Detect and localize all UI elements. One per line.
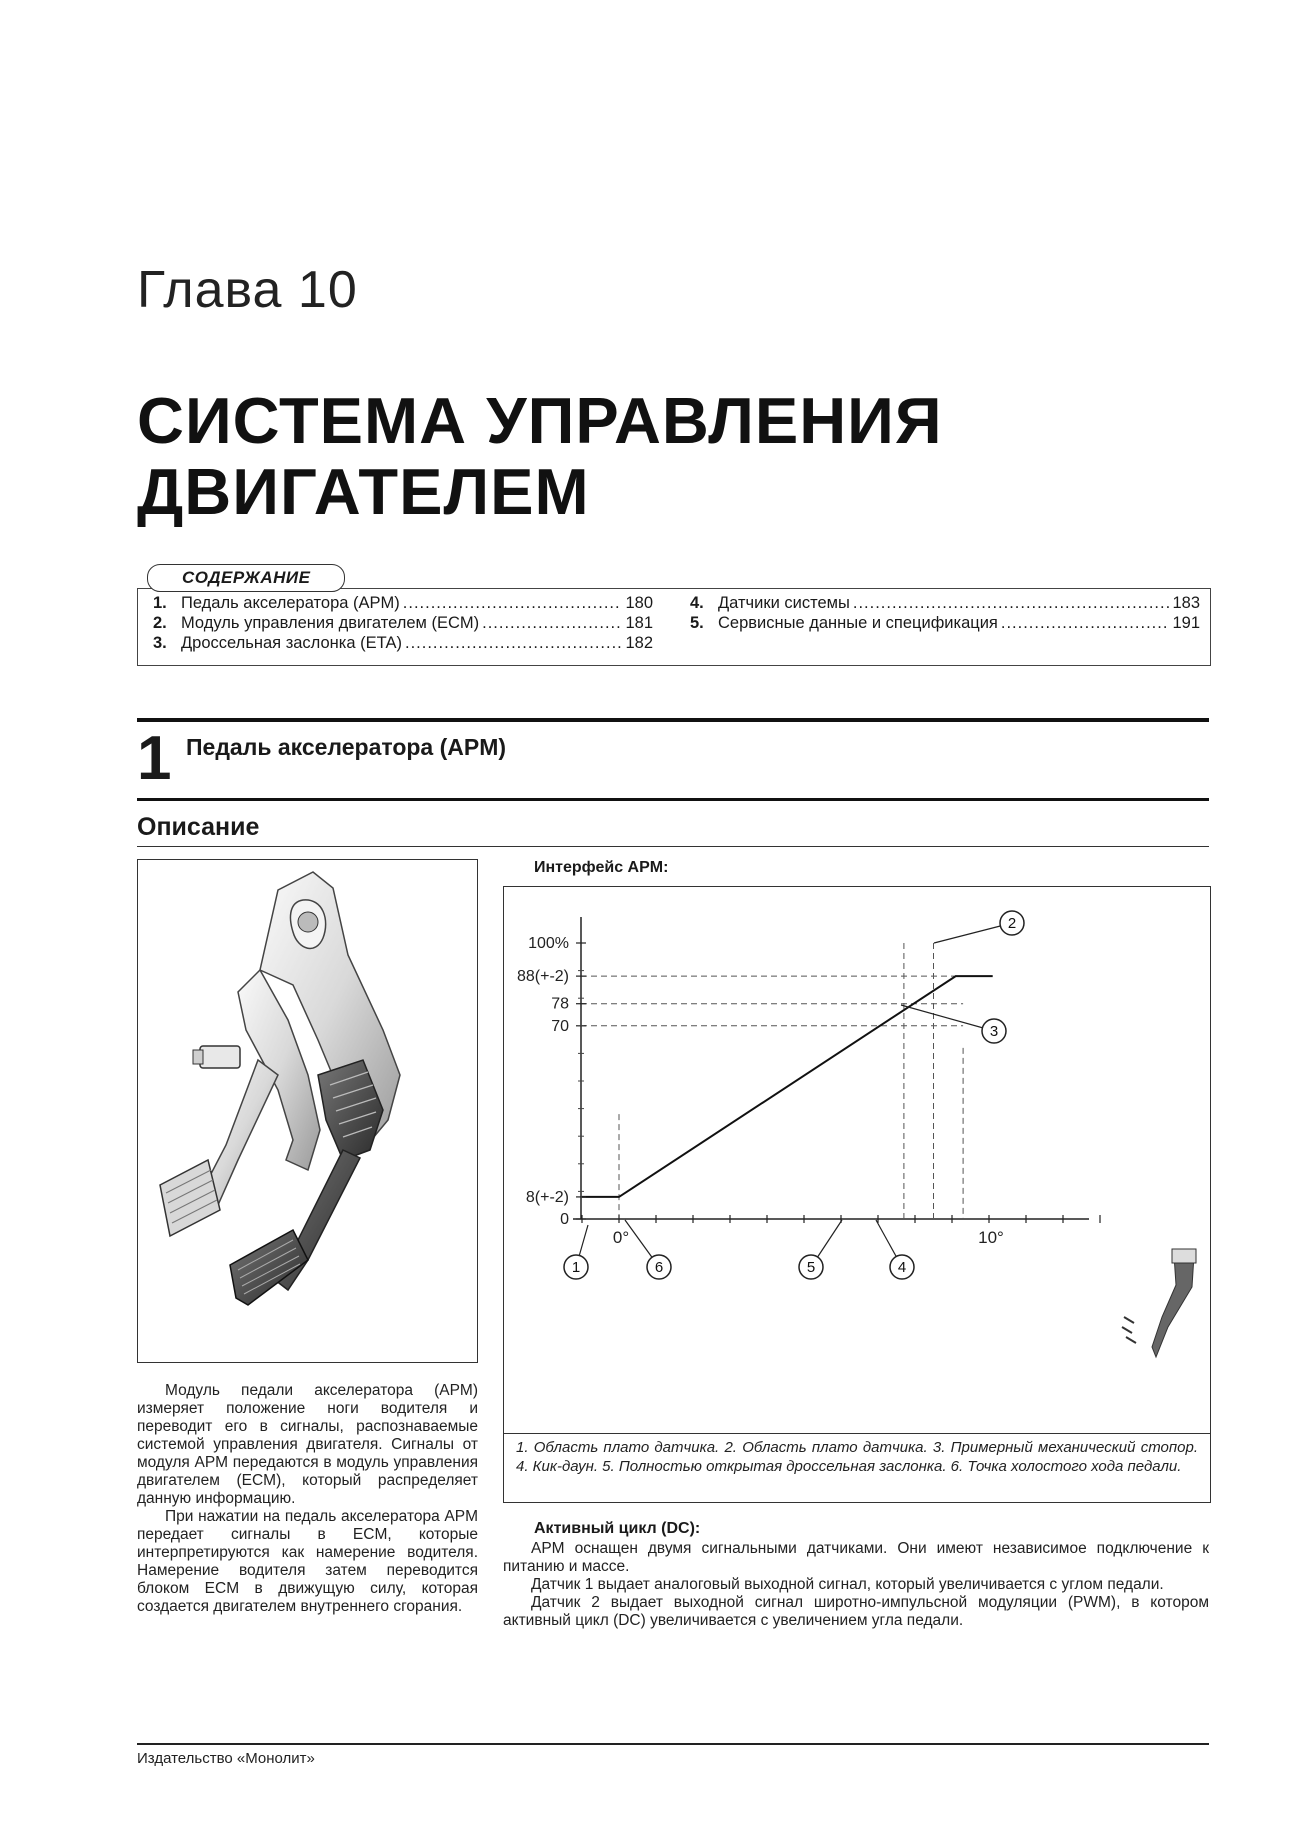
pedal-foot-icon [1122,1249,1196,1357]
toc-entry-page: 181 [625,614,653,632]
paragraph: При нажатии на педаль акселератора APM передает сигналы в ECM, которые интерпретируются как намерение водителя. Намерение водителя затем переводится блоком ECM в движущую силу, которая создается двигателем внутреннего сгорания. [137,1508,478,1615]
toc-entry[interactable] [143,613,653,633]
toc-entry-number: 4. [690,594,704,612]
y-tick-label: 8(+-2) [525,1188,569,1206]
toc-entry-title: Модуль управления двигателем (ECM) [181,614,480,632]
publisher-footer: Издательство «Монолит» [137,1750,315,1767]
toc-entry-title: Педаль акселератора (APM) [181,594,400,612]
toc-entry[interactable] [143,633,653,653]
paragraph: Модуль педали акселератора (APM) измеряет положение ноги водителя и переводит его в сигналы, распознаваемые системой управления двигателя. Сигналы от модуля APM передаются в модуль управления двигателем (ECM), который распределяет данную информацию. [137,1382,478,1507]
series-line [582,976,993,1197]
chart-series [582,976,993,1197]
title-line-2: ДВИГАТЕЛЕМ [137,455,590,528]
description-text-right [503,1540,1209,1630]
pedal-assembly-illustration [138,860,475,1360]
toc-leader-dots [403,593,623,613]
toc-leader-dots [482,613,622,633]
footer-rule [137,1743,1209,1745]
toc-entry[interactable] [143,593,653,613]
toc-column-left [143,593,653,653]
section-rule-top [137,718,1209,722]
chart-reference-lines [581,943,963,1219]
x-tick-label: 10° [978,1228,1004,1247]
toc-entry-number: 3. [153,634,167,652]
toc-entry[interactable] [680,593,1200,613]
page-title [137,385,943,527]
toc-entry-page: 191 [1172,614,1200,632]
toc-entry-number: 2. [153,614,167,632]
callout-label: 5 [806,1259,816,1276]
subsection-heading: Описание [137,813,260,841]
toc-entry-title: Сервисные данные и спецификация [718,614,998,632]
chart-ticks [517,935,1100,1247]
title-line-1: СИСТЕМА УПРАВЛЕНИЯ [137,384,943,457]
y-tick-label: 88(+-2) [516,968,569,986]
chapter-label: Глава 10 [137,261,358,319]
y-tick-label: 70 [551,1017,569,1035]
chart-axes [573,917,1089,1219]
toc-entry-number: 1. [153,594,167,612]
chart-caption: 1. Область плато датчика. 2. Область плато датчика. 3. Примерный механический стопор. 4. Кик-даун. 5. Полностью открытая дроссельная заслонка. 6. Точка холостого хода педали. [516,1439,1198,1475]
callout-leader [901,1005,994,1031]
callout-label: 4 [897,1259,907,1276]
y-tick-label: 100% [528,935,569,952]
toc-entry-page: 183 [1172,594,1200,612]
toc-leader-dots [853,593,1170,613]
toc-leader-dots [1001,613,1170,633]
description-text-left [137,1382,478,1616]
y-tick-label: 78 [551,995,569,1013]
section-rule-bottom [137,798,1209,801]
toc-entry-title: Датчики системы [718,594,850,612]
toc-label: СОДЕРЖАНИЕ [147,564,345,592]
callout-label: 1 [571,1259,581,1276]
chart-callouts [564,911,1024,1279]
callout-label: 2 [1007,915,1017,932]
callout-label: 3 [989,1023,999,1040]
toc-entry-title: Дроссельная заслонка (ETA) [181,634,402,652]
paragraph: APM оснащен двумя сигнальными датчиками. Они имеют независимое подключение к питанию и массе. [503,1540,1209,1575]
callout-label: 6 [654,1259,664,1276]
x-tick-label: 0° [612,1228,630,1247]
section-title: Педаль акселератора (APM) [186,734,507,760]
paragraph: Датчик 2 выдает выходной сигнал широтно-импульсной модуляции (PWM), в котором активный цикл (DC) увеличивается с увеличением угла педали. [503,1594,1209,1629]
apm-interface-chart [504,887,1208,1431]
y-tick-label: 0 [560,1211,569,1228]
toc-entry-page: 182 [625,634,653,652]
toc-column-right [680,593,1200,633]
toc-leader-dots [405,633,622,653]
chart-heading: Интерфейс APM: [534,859,669,876]
toc-entry-page: 180 [625,594,653,612]
dc-heading: Активный цикл (DC): [534,1520,701,1537]
toc-entry-number: 5. [690,614,704,632]
section-number: 1 [137,724,172,793]
paragraph: Датчик 1 выдает аналоговый выходной сигнал, который увеличивается с углом педали. [531,1576,1164,1593]
subsection-rule [137,846,1209,847]
toc-entry[interactable] [680,613,1200,633]
